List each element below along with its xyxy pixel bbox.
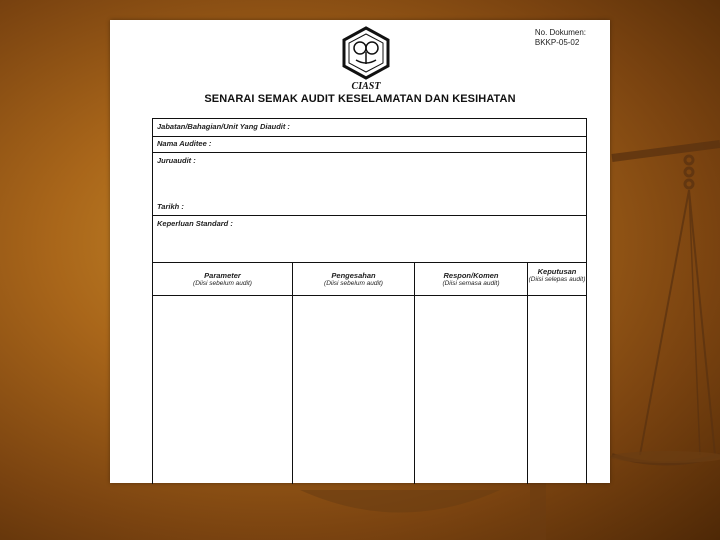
checklist-form — [152, 118, 587, 484]
ciast-logo — [338, 26, 394, 92]
column-divider — [414, 263, 415, 484]
header-keputusan-note: (Diisi selepas audit) — [528, 276, 586, 283]
row-auditee — [153, 137, 586, 153]
header-pengesahan-note: (Diisi sebelum audit) — [324, 280, 383, 287]
juruaudit-label: Juruaudit : — [157, 156, 196, 165]
audit-checklist-document — [110, 20, 610, 483]
row-keperluan — [153, 216, 586, 263]
document-title: SENARAI SEMAK AUDIT KESELAMATAN DAN KESIHATAN — [204, 93, 516, 105]
header-parameter-note: (Diisi sebelum audit) — [193, 280, 252, 287]
header-respon-komen-title: Respon/Komen — [443, 271, 499, 280]
jabatan-label: Jabatan/Bahagian/Unit Yang Diaudit : — [157, 122, 290, 131]
header-respon-komen — [415, 271, 527, 287]
header-parameter — [153, 271, 292, 287]
logo-text: CIAST — [351, 81, 381, 92]
tarikh-label: Tarikh : — [157, 202, 184, 211]
document-number-value: BKKP-05-02 — [534, 38, 580, 47]
header-keputusan-title: Keputusan — [537, 267, 577, 276]
column-divider — [292, 263, 293, 484]
keperluan-label: Keperluan Standard : — [157, 219, 233, 228]
header-pengesahan — [293, 271, 414, 287]
header-respon-komen-note: (Diisi semasa audit) — [442, 280, 500, 287]
column-divider — [527, 263, 528, 484]
auditee-label: Nama Auditee : — [157, 139, 212, 148]
header-divider — [153, 295, 586, 296]
header-keputusan — [528, 267, 586, 283]
header-parameter-title: Parameter — [204, 271, 241, 280]
row-jabatan — [153, 119, 586, 137]
document-number — [535, 28, 586, 48]
document-number-label: No. Dokumen: — [534, 28, 586, 37]
header-pengesahan-title: Pengesahan — [331, 271, 376, 280]
row-juruaudit-tarikh — [153, 153, 586, 216]
